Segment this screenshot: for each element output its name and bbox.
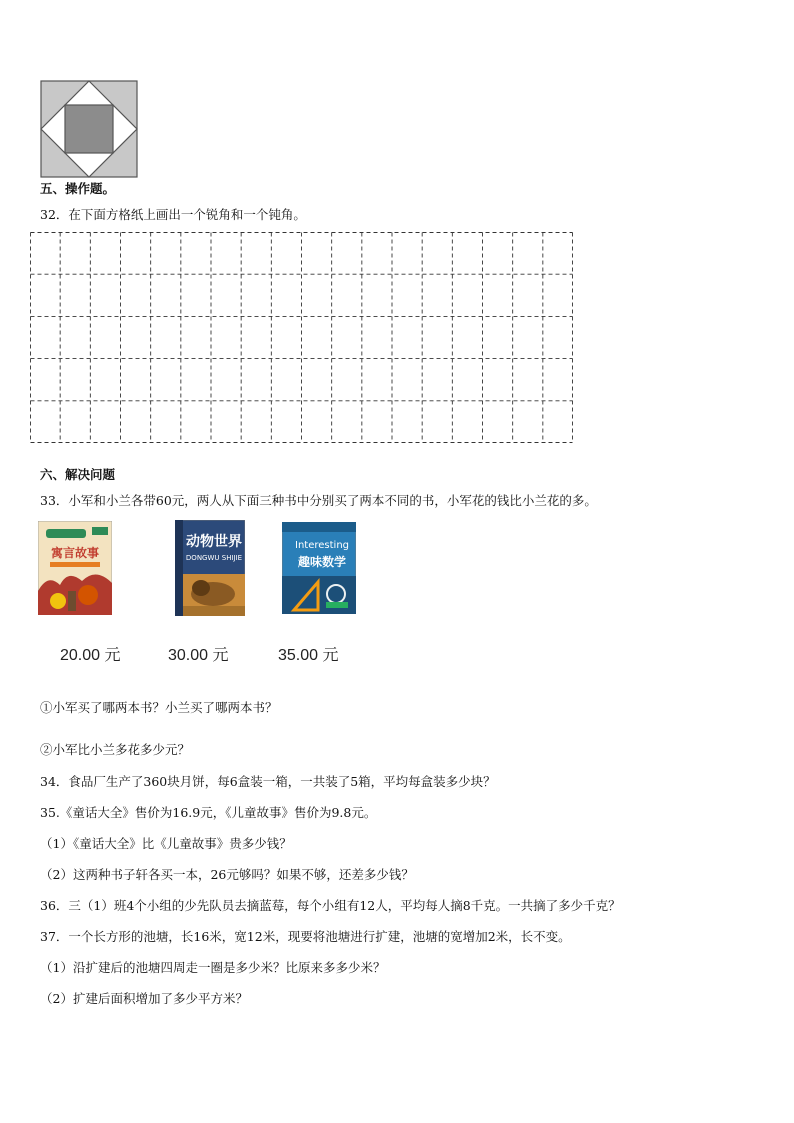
section-five-title: 五、操作题。: [40, 181, 116, 196]
book-cover-animals: [175, 520, 245, 616]
book-2-subtitle: DONGWU SHIJIE: [185, 554, 243, 562]
question-37: 37．一个长方形的池塘，长16米，宽12米，现要将池塘进行扩建，池塘的宽增加2米，长不变。: [40, 929, 571, 944]
question-32: 32．在下面方格纸上画出一个锐角和一个钝角。: [40, 207, 306, 222]
book-2-title: 动物世界: [186, 534, 242, 550]
book-cover-fables: [38, 521, 112, 615]
question-35-sub-2: （2）这两种书子轩各买一本，26元够吗？如果不够，还差多少钱？: [40, 867, 414, 882]
question-34: 34．食品厂生产了360块月饼，每6盒装一箱，一共装了5箱，平均每盒装多少块？: [40, 774, 496, 789]
question-35: 35.《童话大全》售价为16.9元，《儿童故事》售价为9.8元。: [40, 805, 377, 820]
nested-squares-figure: [40, 80, 138, 178]
question-33-sub-1: ①小军买了哪两本书？小兰买了哪两本书？: [40, 700, 278, 715]
question-37-sub-2: （2）扩建后面积增加了多少平方米？: [40, 991, 248, 1006]
grid-paper: [30, 232, 573, 443]
book-3-price: 35.00 元: [278, 647, 339, 664]
book-2-price: 30.00 元: [168, 647, 229, 664]
question-33: 33．小军和小兰各带60元，两人从下面三种书中分别买了两本不同的书，小军花的钱比小兰花的多。: [40, 493, 597, 508]
book-3-title: 趣味数学: [297, 555, 347, 569]
book-3-subtitle: Interesting: [295, 540, 349, 551]
section-six-title: 六、解决问题: [40, 467, 116, 482]
question-37-sub-1: （1）沿扩建后的池塘四周走一圈是多少米？比原来多多少米？: [40, 960, 386, 975]
book-1-title: 寓言故事: [50, 546, 100, 560]
question-33-sub-2: ②小军比小兰多花多少元？: [40, 742, 191, 757]
question-36: 36．三（1）班4个小组的少先队员去摘蓝莓，每个小组有12人，平均每人摘8千克。一共摘了多少千克？: [40, 898, 621, 913]
book-1-price: 20.00 元: [60, 647, 121, 664]
question-35-sub-1: （1）《童话大全》比《儿童故事》贵多少钱？: [40, 836, 292, 851]
book-cover-math: [282, 522, 356, 614]
